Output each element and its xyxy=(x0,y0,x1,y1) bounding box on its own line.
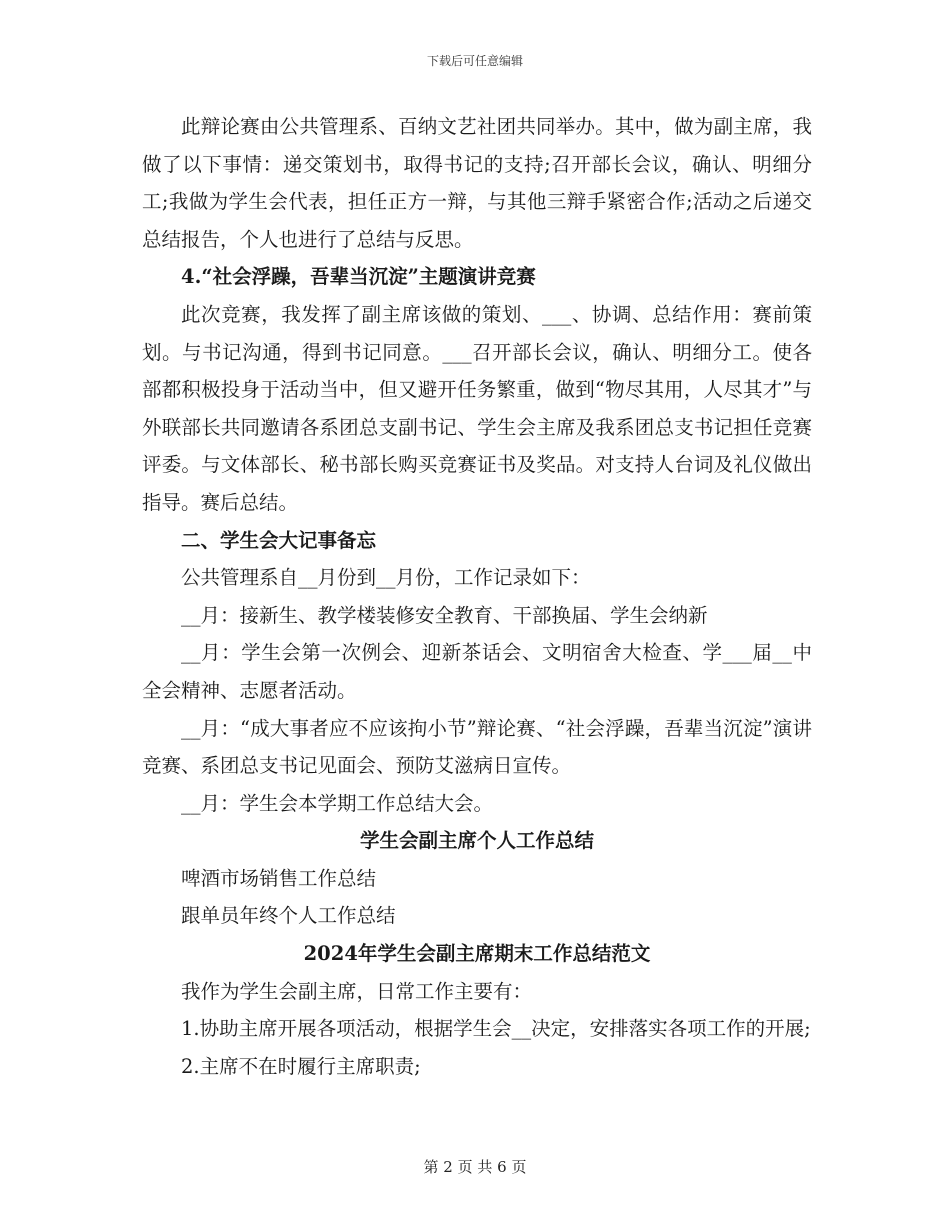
document-title: 学生会副主席个人工作总结 xyxy=(359,829,594,853)
paragraph: 此辩论赛由公共管理系、百纳文艺社团共同举办。其中，做为副主席，我做了以下事情：递交策划书，取得书记的支持;召开部长会议，确认、明细分工;我做为学生会代表，担任正方一辩，与其他三辩手紧密合作;活动之后递交总结报告，个人也进行了总结与反思。 xyxy=(142,115,812,251)
page-header: 下载后可任意编辑 xyxy=(426,54,523,68)
paragraph: 我作为学生会副主席，日常工作主要有： xyxy=(181,979,533,1003)
section-heading: 二、学生会大记事备忘 xyxy=(181,528,377,552)
related-link-text: 跟单员年终个人工作总结 xyxy=(181,904,396,928)
document-body xyxy=(142,108,812,1085)
paragraph: 1.协助主席开展各项活动，根据学生会__决定，安排落实各项工作的开展; xyxy=(181,1017,811,1041)
paragraph: 公共管理系自__月份到__月份，工作记录如下： xyxy=(181,566,591,590)
related-link-text: 啤酒市场销售工作总结 xyxy=(181,866,377,890)
paragraph: 此次竞赛，我发挥了副主席该做的策划、___、协调、总结作用：赛前策划。与书记沟通，得到书记同意。___召开部长会议，确认、明细分工。使各部都积极投身于活动当中，但又避开任务繁重，做到“物尽其用，人尽其才”与外联部长共同邀请各系团总支副书记、学生会主席及我系团总支书记担任竞赛评委。与文体部长、秘书部长购买竞赛证书及奖品。对支持人台词及礼仪做出指导。赛后总结。 xyxy=(142,302,812,514)
paragraph: 2.主席不在时履行主席职责; xyxy=(181,1054,421,1078)
section-heading: 4.“社会浮躁，吾辈当沉淀”主题演讲竞赛 xyxy=(181,265,536,289)
paragraph: __月：“成大事者应不应该拘小节”辩论赛、“社会浮躁，吾辈当沉淀”演讲竞赛、系团总支书记见面会、预防艾滋病日宣传。 xyxy=(142,716,812,778)
paragraph: __月：学生会本学期工作总结大会。 xyxy=(181,791,494,815)
document-title: 2024年学生会副主席期末工作总结范文 xyxy=(303,942,651,966)
paragraph: __月：接新生、教学楼装修安全教育、干部换届、学生会纳新 xyxy=(181,603,708,627)
page-number: 第 2 页 共 6 页 xyxy=(423,1158,527,1176)
paragraph: __月：学生会第一次例会、迎新茶话会、文明宿舍大检查、学___届__中全会精神、志愿者活动。 xyxy=(142,641,812,702)
